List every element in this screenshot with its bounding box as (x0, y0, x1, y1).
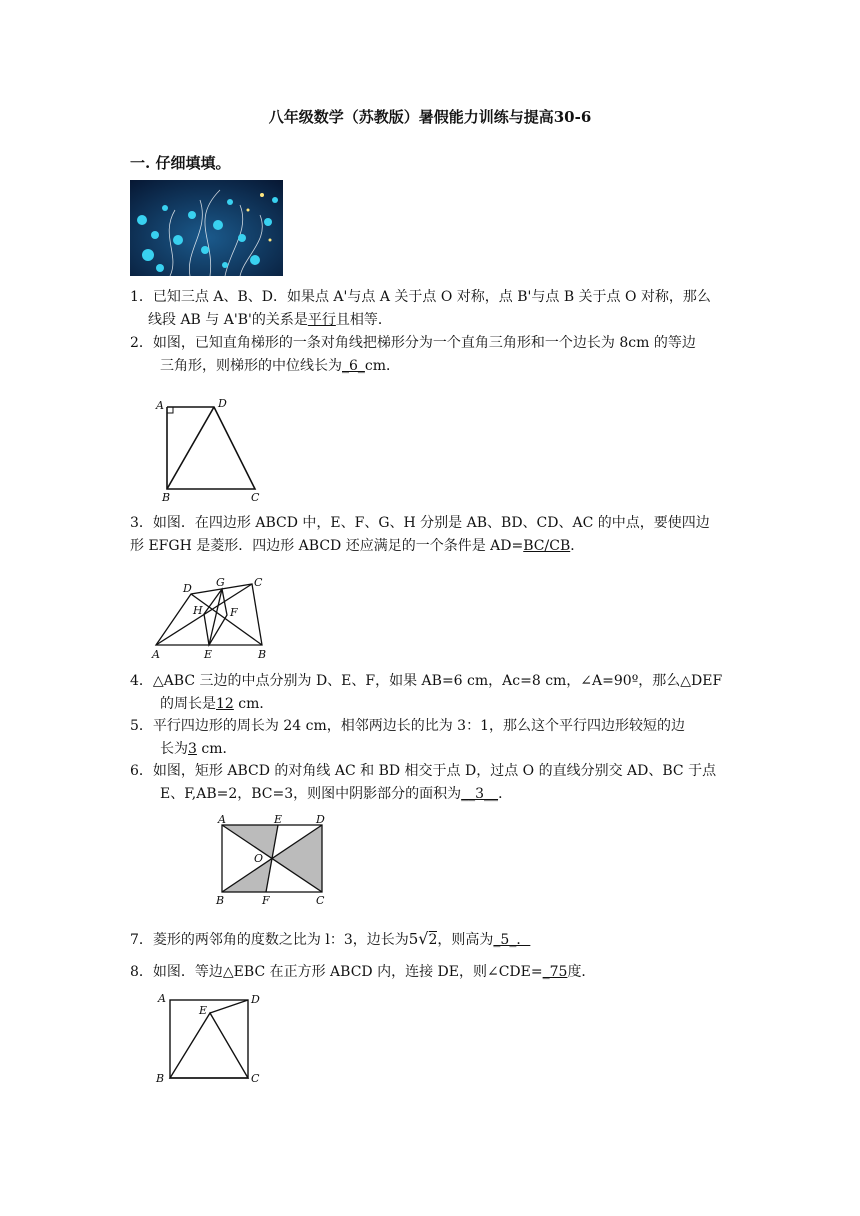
fig6-label-d: D (316, 813, 325, 826)
problem-5-text: 长为 (160, 741, 188, 757)
fig3-label-g: G (216, 576, 225, 589)
fig8-label-a: A (158, 992, 166, 1005)
problem-4-tail: cm． (233, 696, 274, 712)
page-title: 八年级数学（苏教版）暑假能力训练与提高30-6 (268, 108, 592, 126)
problem-4-line2 (160, 693, 273, 715)
fig3-label-b: B (258, 648, 267, 661)
problem-3-line1: 3．如图．在四边形 ABCD 中，E、F、G、H 分别是 AB、BD、CD、AC 的中点，要使四边 (130, 515, 710, 531)
figure-quadrilateral (148, 572, 283, 664)
fig3-label-h: H (193, 604, 203, 617)
problem-1-line1: 1．已知三点 A、B、D．如果点 A'与点 A 关于点 O 对称，点 B'与点 B 关于点 O 对称，那么 (130, 289, 711, 305)
problem-6-answer: __3__ (461, 786, 499, 802)
problem-1-text: 线段 AB 与 A'B'的关系是 (148, 312, 308, 328)
fig3-label-a: A (152, 648, 160, 661)
problem-2-line2 (160, 355, 400, 377)
problem-7-answer: _5_． (493, 932, 531, 948)
problem-6-tail: ． (498, 786, 513, 802)
problem-4-line1: 4．△ABC 三边的中点分别为 D、E、F，如果 AB=6 cm，Ac=8 cm，∠A=90º，那么△DEF (130, 673, 723, 689)
problem-8-line (130, 961, 595, 983)
fig3-label-e: E (204, 648, 213, 661)
problem-1-line2 (148, 309, 392, 331)
problem-7-tail: ，则高为 (437, 932, 494, 948)
problem-3-answer: BC/CB (523, 538, 571, 554)
fig2-label-d: D (218, 397, 227, 410)
fig3-label-f: F (230, 606, 238, 619)
problem-5-answer: 3 (188, 741, 197, 757)
problem-2-text: 三角形，则梯形的中位线长为 (160, 358, 342, 374)
problem-7-text: 7．菱形的两邻角的度数之比为 l：3，边长为 (130, 932, 409, 948)
problem-7-coef: 5 (408, 930, 419, 948)
problem-8-text: 8．如图．等边△EBC 在正方形 ABCD 内，连接 DE，则∠CDE= (130, 964, 543, 980)
problem-4-answer: 12 (216, 696, 234, 712)
problem-5-line1: 5．平行四边形的周长为 24 cm，相邻两边长的比为 3：1，那么这个平行四边形较短的边 (130, 718, 686, 734)
problem-2-answer: _6_ (342, 358, 365, 374)
fig2-label-c: C (251, 491, 260, 504)
problem-6-line1: 6．如图，矩形 ABCD 的对角线 AC 和 BD 相交于点 D，过点 O 的直线分别交 AD、BC 于点 (130, 763, 717, 779)
sqrt-sign-icon: √ (418, 929, 429, 948)
fig6-label-b: B (216, 894, 225, 907)
figure-rectangle-shaded (212, 812, 342, 912)
section-heading: 一. 仔细填填。 (130, 154, 231, 172)
problem-4-text: 的周长是 (160, 696, 216, 712)
problem-8-answer: _75 (542, 964, 568, 980)
fig6-label-o: O (254, 852, 264, 865)
problem-5-tail: cm． (196, 741, 237, 757)
problem-1-answer: 平行 (307, 312, 336, 328)
problem-7-radicand: 2 (428, 932, 438, 948)
problem-3-text: 形 EFGH 是菱形．四边形 ABCD 还应满足的一个条件是 AD= (130, 538, 524, 554)
problem-2-line1: 2．如图，已知直角梯形的一条对角线把梯形分为一个直角三角形和一个边长为 8cm 的等边 (130, 335, 696, 351)
fig8-label-e: E (199, 1004, 208, 1017)
fig2-label-b: B (162, 491, 171, 504)
fig8-label-b: B (156, 1072, 165, 1085)
fig6-label-a: A (218, 813, 226, 826)
problem-2-tail: cm． (364, 358, 401, 374)
problem-6-line2 (160, 783, 512, 805)
fig3-label-d: D (183, 582, 192, 595)
fig3-label-c: C (254, 576, 263, 589)
problem-1-tail: 且相等． (335, 312, 392, 328)
problem-6-text: E、F,AB=2，BC=3，则图中阴影部分的面积为 (160, 786, 462, 802)
problem-7-line (130, 928, 530, 951)
fig2-label-a: A (156, 399, 164, 412)
figure-square-triangle (150, 990, 270, 1090)
decorative-photo (130, 180, 283, 276)
problem-5-line2 (160, 738, 237, 760)
fig8-label-d: D (251, 993, 260, 1006)
fig8-label-c: C (251, 1072, 260, 1085)
problem-8-tail: 度． (567, 964, 596, 980)
problem-3-tail: ． (570, 538, 585, 554)
fig6-label-f: F (262, 894, 270, 907)
fig6-label-e: E (274, 813, 283, 826)
fig6-label-c: C (316, 894, 325, 907)
figure-trapezoid (150, 395, 280, 505)
problem-3-line2 (130, 535, 584, 557)
